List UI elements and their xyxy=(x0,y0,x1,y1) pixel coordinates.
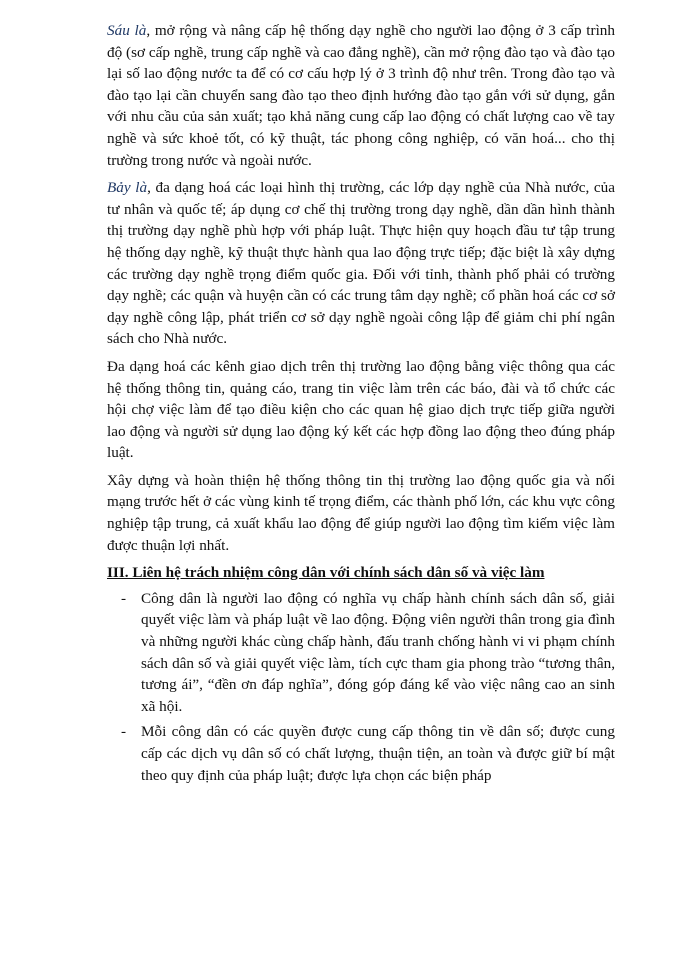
bullet-list xyxy=(107,588,615,786)
paragraph-text: , đa dạng hoá các loại hình thị trường, các lớp dạy nghề của Nhà nước, của tư nhân và quốc tế; áp dụng cơ chế thị trường trong dạy nghề, dần dần hình thành thị trường dạy nghề phù hợp với pháp luật. Thực hiện quy hoạch đầu tư tập trung hệ thống dạy nghề, kỹ thuật thực hành qua lao động trực tiếp; đặc biệt là xây dựng các trường dạy nghề trọng điểm quốc gia. Đối với tỉnh, thành phố phải có trường dạy nghề; các quận và huyện cần có các trung tâm dạy nghề; cổ phần hoá các cơ sở dạy nghề công lập, phát triển cơ sở dạy nghề ngoài công lập để giảm chi phí ngân sách cho Nhà nước. xyxy=(107,179,615,348)
paragraph-lead: Sáu là xyxy=(107,22,147,39)
bullet-dash: - xyxy=(121,589,127,607)
paragraph-text: Đa dạng hoá các kênh giao dịch trên thị trường lao động bằng việc thông qua các hệ thống thông tin, quảng cáo, trang tin việc làm trên các báo, đài và tổ chức các hội chợ việc làm để tạo điều kiện cho các quan hệ giao dịch trực tiếp giữa người lao động và người sử dụng lao động ký kết các hợp đồng lao động theo đúng pháp luật. xyxy=(107,357,615,462)
section-heading: III. Liên hệ trách nhiệm công dân với chính sách dân số và việc làm xyxy=(107,564,545,582)
paragraph-sau-la xyxy=(107,20,615,171)
paragraph-kenh-giao-dich xyxy=(107,356,615,464)
document-page xyxy=(107,20,615,790)
paragraph-text: , mở rộng và nâng cấp hệ thống dạy nghề cho người lao động ở 3 cấp trình độ (sơ cấp nghề, trung cấp nghề và cao đẳng nghề), cần mở rộng đào tạo và đào tạo lại số lao động nước ta để có cơ cấu hợp lý ở 3 trình độ như trên. Trong đào tạo và đào tạo lại cần chuyển sang đào tạo theo định hướng đào tạo gắn với sử dụng, gắn với nhu cầu của sản xuất; tạo khả năng cung cấp lao động có chất lượng cao về tay nghề và sức khoẻ tốt, có kỹ thuật, tác phong công nghiệp, có văn hoá... cho thị trường trong nước và ngoài nước. xyxy=(107,22,615,169)
paragraph-bay-la xyxy=(107,177,615,350)
bullet-text: Công dân là người lao động có nghĩa vụ chấp hành chính sách dân số, giải quyết việc làm và pháp luật về lao động. Động viên người thân trong gia đình và những người khác cùng chấp hành, đấu tranh chống hành vi vi phạm chính sách dân số và giải quyết việc làm, tích cực tham gia phong trào “tương thân, tương ái”, “đền ơn đáp nghĩa”, đóng góp đáng kể vào việc nâng cao an sinh xã hội. xyxy=(141,589,615,715)
paragraph-lead: Bảy là xyxy=(107,179,148,197)
paragraph-text: Xây dựng và hoàn thiện hệ thống thông tin thị trường lao động quốc gia và nối mạng trước hết ở các vùng kinh tế trọng điểm, các thành phố lớn, các khu vực công nghiệp tập trung, cả xuất khẩu lao động để giúp người lao động tìm kiếm việc làm được thuận lợi nhất. xyxy=(107,471,615,554)
bullet-text: Mỗi công dân có các quyền được cung cấp thông tin về dân số; được cung cấp các dịch vụ dân số có chất lượng, thuận tiện, an toàn và được giữ bí mật theo quy định của pháp luật; được lựa chọn các biện pháp xyxy=(141,723,615,784)
paragraph-he-thong-thong-tin xyxy=(107,470,615,556)
list-item xyxy=(107,588,615,718)
bullet-dash: - xyxy=(121,723,127,741)
list-item xyxy=(107,721,615,786)
